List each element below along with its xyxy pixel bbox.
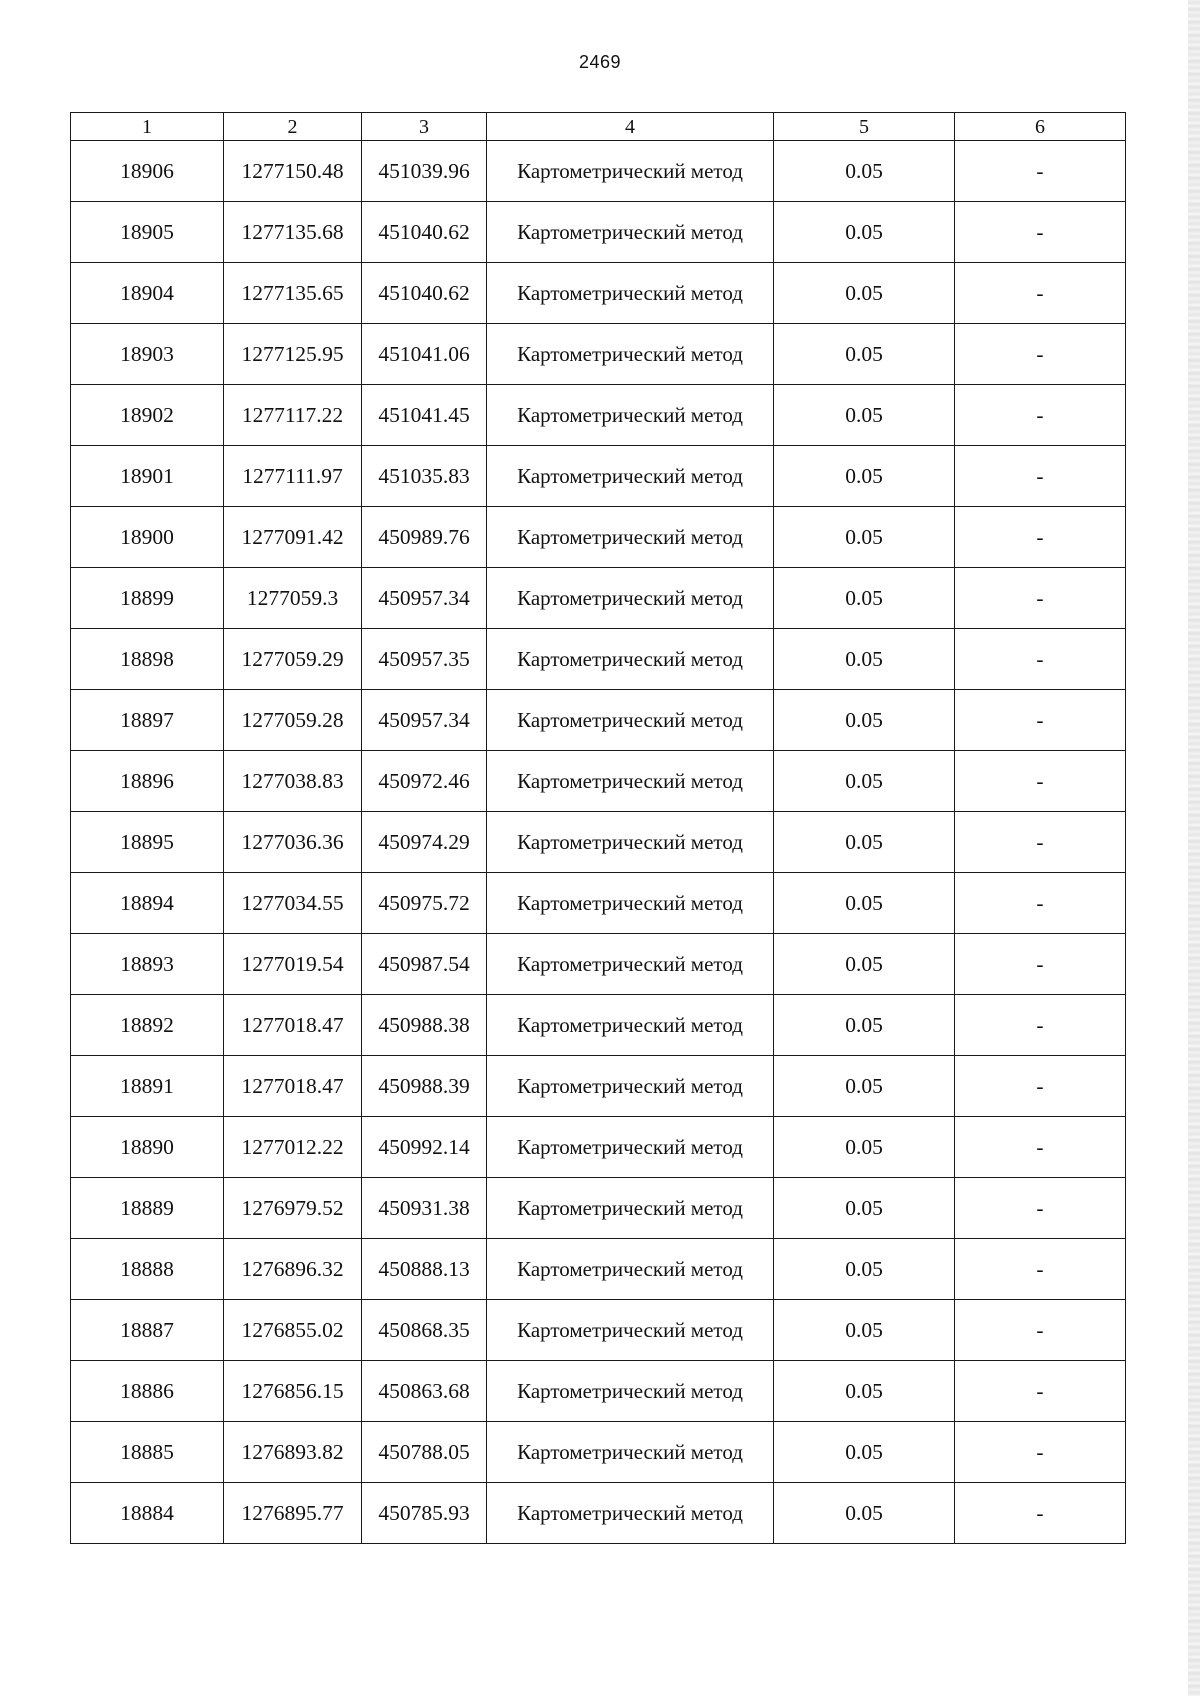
y-coordinate-cell: 451041.45 bbox=[362, 385, 487, 446]
y-coordinate-cell: 450888.13 bbox=[362, 1239, 487, 1300]
method-cell: Картометрический метод bbox=[487, 995, 774, 1056]
table-row bbox=[71, 690, 1126, 751]
note-cell: - bbox=[955, 324, 1126, 385]
x-coordinate-cell: 1277150.48 bbox=[224, 141, 362, 202]
column-header-1: 1 bbox=[71, 113, 224, 141]
point-number-cell: 18905 bbox=[71, 202, 224, 263]
y-coordinate-cell: 450988.39 bbox=[362, 1056, 487, 1117]
table-row bbox=[71, 141, 1126, 202]
accuracy-cell: 0.05 bbox=[774, 141, 955, 202]
y-coordinate-cell: 450988.38 bbox=[362, 995, 487, 1056]
table-row bbox=[71, 385, 1126, 446]
table-row bbox=[71, 1422, 1126, 1483]
point-number-cell: 18898 bbox=[71, 629, 224, 690]
method-cell: Картометрический метод bbox=[487, 812, 774, 873]
method-cell: Картометрический метод bbox=[487, 934, 774, 995]
note-cell: - bbox=[955, 812, 1126, 873]
x-coordinate-cell: 1277135.68 bbox=[224, 202, 362, 263]
table-row bbox=[71, 1300, 1126, 1361]
y-coordinate-cell: 450788.05 bbox=[362, 1422, 487, 1483]
note-cell: - bbox=[955, 507, 1126, 568]
point-number-cell: 18904 bbox=[71, 263, 224, 324]
accuracy-cell: 0.05 bbox=[774, 202, 955, 263]
accuracy-cell: 0.05 bbox=[774, 1178, 955, 1239]
table-body bbox=[71, 141, 1126, 1544]
method-cell: Картометрический метод bbox=[487, 507, 774, 568]
point-number-cell: 18893 bbox=[71, 934, 224, 995]
table-row bbox=[71, 1483, 1126, 1544]
y-coordinate-cell: 450974.29 bbox=[362, 812, 487, 873]
note-cell: - bbox=[955, 934, 1126, 995]
coordinates-table bbox=[70, 112, 1126, 1544]
table-row bbox=[71, 873, 1126, 934]
y-coordinate-cell: 450989.76 bbox=[362, 507, 487, 568]
accuracy-cell: 0.05 bbox=[774, 1422, 955, 1483]
y-coordinate-cell: 450785.93 bbox=[362, 1483, 487, 1544]
table-row bbox=[71, 751, 1126, 812]
y-coordinate-cell: 450863.68 bbox=[362, 1361, 487, 1422]
x-coordinate-cell: 1276893.82 bbox=[224, 1422, 362, 1483]
method-cell: Картометрический метод bbox=[487, 1117, 774, 1178]
note-cell: - bbox=[955, 1056, 1126, 1117]
y-coordinate-cell: 451040.62 bbox=[362, 202, 487, 263]
x-coordinate-cell: 1277135.65 bbox=[224, 263, 362, 324]
table-row bbox=[71, 629, 1126, 690]
x-coordinate-cell: 1277117.22 bbox=[224, 385, 362, 446]
table-row bbox=[71, 568, 1126, 629]
y-coordinate-cell: 451040.62 bbox=[362, 263, 487, 324]
x-coordinate-cell: 1277038.83 bbox=[224, 751, 362, 812]
note-cell: - bbox=[955, 873, 1126, 934]
method-cell: Картометрический метод bbox=[487, 202, 774, 263]
point-number-cell: 18897 bbox=[71, 690, 224, 751]
note-cell: - bbox=[955, 995, 1126, 1056]
accuracy-cell: 0.05 bbox=[774, 934, 955, 995]
y-coordinate-cell: 451039.96 bbox=[362, 141, 487, 202]
accuracy-cell: 0.05 bbox=[774, 324, 955, 385]
accuracy-cell: 0.05 bbox=[774, 690, 955, 751]
y-coordinate-cell: 450972.46 bbox=[362, 751, 487, 812]
point-number-cell: 18895 bbox=[71, 812, 224, 873]
table-row bbox=[71, 1239, 1126, 1300]
y-coordinate-cell: 451041.06 bbox=[362, 324, 487, 385]
method-cell: Картометрический метод bbox=[487, 751, 774, 812]
point-number-cell: 18894 bbox=[71, 873, 224, 934]
point-number-cell: 18896 bbox=[71, 751, 224, 812]
table-row bbox=[71, 446, 1126, 507]
x-coordinate-cell: 1277059.28 bbox=[224, 690, 362, 751]
note-cell: - bbox=[955, 568, 1126, 629]
table-row bbox=[71, 324, 1126, 385]
x-coordinate-cell: 1276856.15 bbox=[224, 1361, 362, 1422]
accuracy-cell: 0.05 bbox=[774, 1117, 955, 1178]
method-cell: Картометрический метод bbox=[487, 1422, 774, 1483]
table-row bbox=[71, 263, 1126, 324]
point-number-cell: 18899 bbox=[71, 568, 224, 629]
point-number-cell: 18885 bbox=[71, 1422, 224, 1483]
x-coordinate-cell: 1277018.47 bbox=[224, 1056, 362, 1117]
table-row bbox=[71, 934, 1126, 995]
method-cell: Картометрический метод bbox=[487, 629, 774, 690]
note-cell: - bbox=[955, 629, 1126, 690]
note-cell: - bbox=[955, 1239, 1126, 1300]
accuracy-cell: 0.05 bbox=[774, 446, 955, 507]
method-cell: Картометрический метод bbox=[487, 690, 774, 751]
accuracy-cell: 0.05 bbox=[774, 507, 955, 568]
column-header-6: 6 bbox=[955, 113, 1126, 141]
accuracy-cell: 0.05 bbox=[774, 812, 955, 873]
page-number: 2469 bbox=[578, 52, 622, 72]
method-cell: Картометрический метод bbox=[487, 1239, 774, 1300]
accuracy-cell: 0.05 bbox=[774, 751, 955, 812]
column-header-2: 2 bbox=[224, 113, 362, 141]
column-header-4: 4 bbox=[487, 113, 774, 141]
note-cell: - bbox=[955, 1300, 1126, 1361]
column-header-3: 3 bbox=[362, 113, 487, 141]
accuracy-cell: 0.05 bbox=[774, 873, 955, 934]
point-number-cell: 18901 bbox=[71, 446, 224, 507]
x-coordinate-cell: 1277091.42 bbox=[224, 507, 362, 568]
y-coordinate-cell: 450868.35 bbox=[362, 1300, 487, 1361]
point-number-cell: 18890 bbox=[71, 1117, 224, 1178]
column-header-5: 5 bbox=[774, 113, 955, 141]
note-cell: - bbox=[955, 751, 1126, 812]
x-coordinate-cell: 1277036.36 bbox=[224, 812, 362, 873]
method-cell: Картометрический метод bbox=[487, 873, 774, 934]
accuracy-cell: 0.05 bbox=[774, 1239, 955, 1300]
point-number-cell: 18888 bbox=[71, 1239, 224, 1300]
x-coordinate-cell: 1277019.54 bbox=[224, 934, 362, 995]
table-row bbox=[71, 1178, 1126, 1239]
point-number-cell: 18906 bbox=[71, 141, 224, 202]
accuracy-cell: 0.05 bbox=[774, 629, 955, 690]
x-coordinate-cell: 1276896.32 bbox=[224, 1239, 362, 1300]
method-cell: Картометрический метод bbox=[487, 1178, 774, 1239]
note-cell: - bbox=[955, 141, 1126, 202]
table-header-row bbox=[71, 113, 1126, 141]
method-cell: Картометрический метод bbox=[487, 324, 774, 385]
note-cell: - bbox=[955, 690, 1126, 751]
table-row bbox=[71, 507, 1126, 568]
y-coordinate-cell: 451035.83 bbox=[362, 446, 487, 507]
table-row bbox=[71, 1056, 1126, 1117]
x-coordinate-cell: 1276895.77 bbox=[224, 1483, 362, 1544]
note-cell: - bbox=[955, 1117, 1126, 1178]
accuracy-cell: 0.05 bbox=[774, 1483, 955, 1544]
accuracy-cell: 0.05 bbox=[774, 385, 955, 446]
method-cell: Картометрический метод bbox=[487, 141, 774, 202]
table-row bbox=[71, 1361, 1126, 1422]
table-row bbox=[71, 995, 1126, 1056]
table-row bbox=[71, 202, 1126, 263]
y-coordinate-cell: 450957.34 bbox=[362, 568, 487, 629]
point-number-cell: 18889 bbox=[71, 1178, 224, 1239]
note-cell: - bbox=[955, 1422, 1126, 1483]
x-coordinate-cell: 1277125.95 bbox=[224, 324, 362, 385]
method-cell: Картометрический метод bbox=[487, 446, 774, 507]
method-cell: Картометрический метод bbox=[487, 263, 774, 324]
accuracy-cell: 0.05 bbox=[774, 1361, 955, 1422]
method-cell: Картометрический метод bbox=[487, 1361, 774, 1422]
y-coordinate-cell: 450975.72 bbox=[362, 873, 487, 934]
x-coordinate-cell: 1277018.47 bbox=[224, 995, 362, 1056]
accuracy-cell: 0.05 bbox=[774, 1056, 955, 1117]
method-cell: Картометрический метод bbox=[487, 1056, 774, 1117]
method-cell: Картометрический метод bbox=[487, 1300, 774, 1361]
x-coordinate-cell: 1276855.02 bbox=[224, 1300, 362, 1361]
x-coordinate-cell: 1276979.52 bbox=[224, 1178, 362, 1239]
point-number-cell: 18884 bbox=[71, 1483, 224, 1544]
y-coordinate-cell: 450931.38 bbox=[362, 1178, 487, 1239]
x-coordinate-cell: 1277059.29 bbox=[224, 629, 362, 690]
note-cell: - bbox=[955, 385, 1126, 446]
method-cell: Картометрический метод bbox=[487, 385, 774, 446]
y-coordinate-cell: 450992.14 bbox=[362, 1117, 487, 1178]
point-number-cell: 18887 bbox=[71, 1300, 224, 1361]
note-cell: - bbox=[955, 263, 1126, 324]
accuracy-cell: 0.05 bbox=[774, 1300, 955, 1361]
point-number-cell: 18891 bbox=[71, 1056, 224, 1117]
point-number-cell: 18902 bbox=[71, 385, 224, 446]
method-cell: Картометрический метод bbox=[487, 1483, 774, 1544]
note-cell: - bbox=[955, 1178, 1126, 1239]
y-coordinate-cell: 450957.35 bbox=[362, 629, 487, 690]
x-coordinate-cell: 1277059.3 bbox=[224, 568, 362, 629]
note-cell: - bbox=[955, 1483, 1126, 1544]
x-coordinate-cell: 1277034.55 bbox=[224, 873, 362, 934]
y-coordinate-cell: 450957.34 bbox=[362, 690, 487, 751]
scan-edge-artifact bbox=[1188, 0, 1200, 1696]
table-row bbox=[71, 812, 1126, 873]
accuracy-cell: 0.05 bbox=[774, 995, 955, 1056]
note-cell: - bbox=[955, 202, 1126, 263]
accuracy-cell: 0.05 bbox=[774, 263, 955, 324]
x-coordinate-cell: 1277012.22 bbox=[224, 1117, 362, 1178]
point-number-cell: 18892 bbox=[71, 995, 224, 1056]
table-row bbox=[71, 1117, 1126, 1178]
point-number-cell: 18886 bbox=[71, 1361, 224, 1422]
method-cell: Картометрический метод bbox=[487, 568, 774, 629]
y-coordinate-cell: 450987.54 bbox=[362, 934, 487, 995]
point-number-cell: 18900 bbox=[71, 507, 224, 568]
x-coordinate-cell: 1277111.97 bbox=[224, 446, 362, 507]
note-cell: - bbox=[955, 446, 1126, 507]
note-cell: - bbox=[955, 1361, 1126, 1422]
point-number-cell: 18903 bbox=[71, 324, 224, 385]
accuracy-cell: 0.05 bbox=[774, 568, 955, 629]
